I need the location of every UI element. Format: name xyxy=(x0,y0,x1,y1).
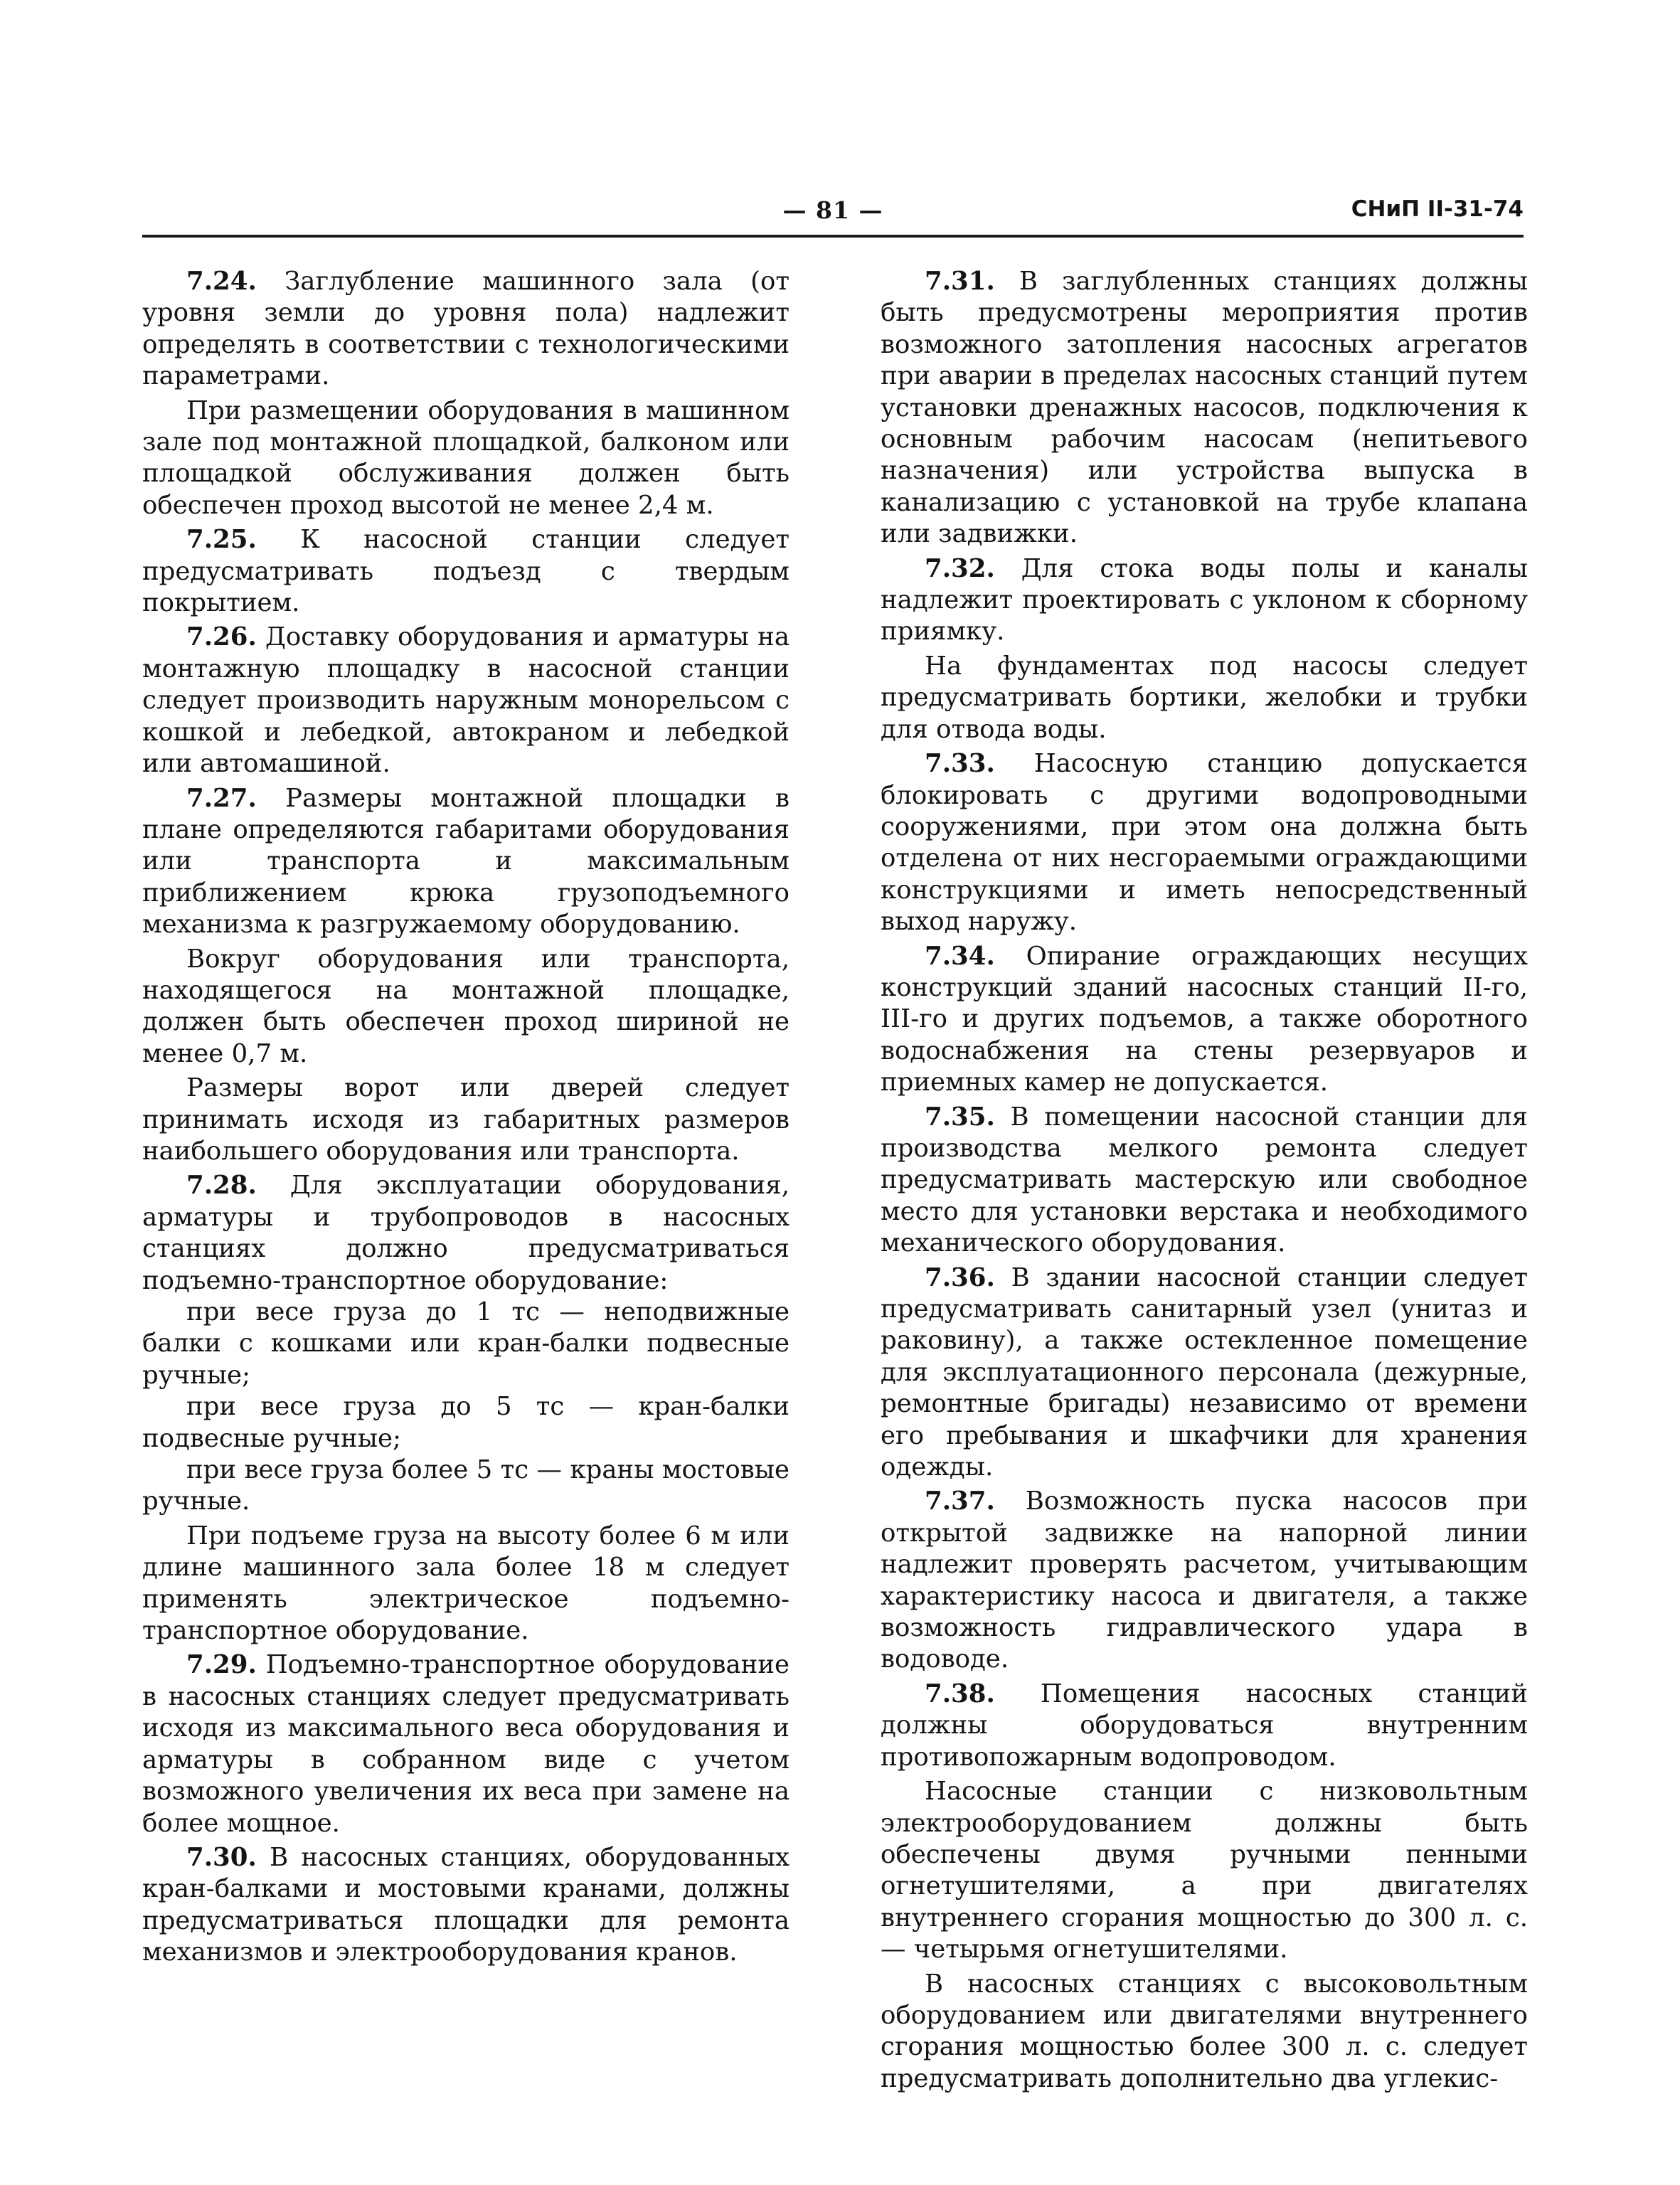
paragraph xyxy=(142,395,790,522)
list-item xyxy=(142,1391,790,1455)
paragraph xyxy=(142,622,790,780)
clause-number: 7.25. xyxy=(186,525,257,555)
clause-number: 7.27. xyxy=(186,783,257,813)
paragraph-text: при весе груза более 5 тс — краны мостовые ручные. xyxy=(142,1455,790,1516)
paragraph-text: В помещении насосной станции для производства мелкого ремонта следует предусматривать мастерскую или свободное место для установки верстака и необходимого механического оборудования. xyxy=(881,1102,1528,1258)
clause-number: 7.34. xyxy=(925,941,995,971)
paragraph-text: Доставку оборудования и арматуры на монтажную площадку в насосной станции следует производить наружным монорельсом с кошкой и лебедкой, автокраном и лебедкой или автомашиной. xyxy=(142,622,790,779)
paragraph-text: В заглубленных станциях должны быть предусмотрены мероприятия против возможного затопления насосных агрегатов при аварии в пределах насосных станций путем установки дренажных насосов, подключения к основным рабочим насосам (непитьевого назначения) или устройства выпуска в канализацию с установкой на трубе клапана или задвижки. xyxy=(881,267,1528,549)
paragraph-text: Для эксплуатации оборудования, арматуры и трубопроводов в насосных станциях должно предусматриваться подъемно-транспортное оборудование: xyxy=(142,1171,790,1295)
clause-number: 7.26. xyxy=(186,622,257,652)
paragraph xyxy=(142,1073,790,1167)
paragraph-text: В здании насосной станции следует предусматривать санитарный узел (унитаз и раковину), а также остекленное помещение для эксплуатационного персонала (дежурные, ремонтные бригады) независимо от времени его пребывания и шкафчики для хранения одежды. xyxy=(881,1262,1528,1482)
paragraph-text: Вокруг оборудования или транспорта, находящегося на монтажной площадке, должен быть обеспечен проход шириной не менее 0,7 м. xyxy=(142,944,790,1068)
clause-number: 7.29. xyxy=(186,1650,257,1680)
right-column xyxy=(881,266,1528,2098)
paragraph-text: Размеры ворот или дверей следует принимать исходя из габаритных размеров наибольшего оборудования или транспорта. xyxy=(142,1073,790,1166)
paragraph-text: при весе груза до 5 тс — кран-балки подвесные ручные; xyxy=(142,1392,790,1453)
paragraph-text: К насосной станции следует предусматривать подъезд с твердым покрытием. xyxy=(142,525,790,618)
paragraph xyxy=(142,524,790,619)
paragraph-text: Помещения насосных станций должны оборудоваться внутренним противопожарным водопроводом. xyxy=(881,1679,1528,1772)
paragraph xyxy=(881,1679,1528,1773)
page-header xyxy=(142,191,1524,233)
left-column xyxy=(142,266,790,1972)
paragraph xyxy=(142,1842,790,1969)
clause-number: 7.33. xyxy=(925,749,995,779)
clause-number: 7.37. xyxy=(925,1487,995,1516)
paragraph xyxy=(142,944,790,1070)
paragraph-text: Насосные станции с низковольтным электрооборудованием должны быть обеспечены двумя ручными пенными огнетушителями, а при двигателях внутреннего сгорания мощностью до 300 л. с. — четырьмя огнетушителями. xyxy=(881,1777,1528,1965)
paragraph xyxy=(142,783,790,941)
paragraph xyxy=(881,1776,1528,1965)
list-item xyxy=(142,1455,790,1518)
page-number: — 81 — xyxy=(782,196,883,224)
clause-number: 7.30. xyxy=(186,1842,257,1872)
paragraph xyxy=(881,553,1528,648)
paragraph-text: В насосных станциях с высоковольтным оборудованием или двигателями внутреннего сгорания мощностью более 300 л. с. следует предусматривать дополнительно два углекис- xyxy=(881,1969,1528,2093)
paragraph-text: Опирание ограждающих несущих конструкций зданий насосных станций II-го, III-го и других подъемов, а также оборотного водоснабжения на стены резервуаров и приемных камер не допускается. xyxy=(881,941,1528,1097)
clause-number: 7.32. xyxy=(925,553,995,583)
paragraph-text: Для стока воды полы и каналы надлежит проектировать с уклоном к сборному приямку. xyxy=(881,553,1528,647)
paragraph-text: Подъемно-транспортное оборудование в насосных станциях следует предусматривать исходя из максимального веса оборудования и арматуры в собранном виде с учетом возможного увеличения их веса при замене на более мощное. xyxy=(142,1650,790,1838)
paragraph-text: При размещении оборудования в машинном зале под монтажной площадкой, балконом или площадкой обслуживания должен быть обеспечен проход высотой не менее 2,4 м. xyxy=(142,395,790,520)
list-item xyxy=(142,1297,790,1391)
paragraph xyxy=(881,748,1528,937)
paragraph xyxy=(142,266,790,393)
paragraph xyxy=(142,1521,790,1647)
clause-number: 7.31. xyxy=(925,267,995,296)
paragraph xyxy=(881,1969,1528,2095)
paragraph-text: На фундаментах под насосы следует предусматривать бортики, желобки и трубки для отвода воды. xyxy=(881,651,1528,744)
document-code: СНиП II-31-74 xyxy=(1351,196,1524,222)
clause-number: 7.38. xyxy=(925,1679,995,1708)
clause-number: 7.24. xyxy=(186,267,257,296)
paragraph xyxy=(142,1649,790,1839)
paragraph-text: При подъеме груза на высоту более 6 м или длине машинного зала более 18 м следует применять электрическое подъемно-транспортное оборудование. xyxy=(142,1521,790,1646)
header-rule xyxy=(142,235,1524,238)
paragraph xyxy=(142,1170,790,1297)
paragraph xyxy=(881,941,1528,1099)
clause-number: 7.36. xyxy=(925,1262,995,1292)
paragraph-text: при весе груза до 1 тс — неподвижные балки с кошками или кран-балки подвесные ручные; xyxy=(142,1297,790,1390)
paragraph-text: Размеры монтажной площадки в плане определяются габаритами оборудования или транспорта и максимальным приближением крюка грузоподъемного механизма к разгружаемому оборудованию. xyxy=(142,783,790,940)
paragraph xyxy=(881,1486,1528,1675)
paragraph xyxy=(881,1262,1528,1484)
clause-number: 7.28. xyxy=(186,1171,257,1201)
clause-number: 7.35. xyxy=(925,1102,995,1132)
paragraph xyxy=(881,266,1528,551)
paragraph-text: Насосную станцию допускается блокировать с другими водопроводными сооружениями, при этом она должна быть отделена от них несгораемыми ограждающими конструкциями и иметь непосредственный выход наружу. xyxy=(881,749,1528,937)
paragraph-text: Возможность пуска насосов при открытой задвижке на напорной линии надлежит проверять расчетом, учитывающим характеристику насоса и двигателя, а также возможность гидравлического удара в водоводе. xyxy=(881,1487,1528,1674)
paragraph xyxy=(881,651,1528,745)
paragraph-text: Заглубление машинного зала (от уровня земли до уровня пола) надлежит определять в соответствии с технологическими параметрами. xyxy=(142,267,790,391)
paragraph xyxy=(881,1102,1528,1260)
paragraph-text: В насосных станциях, оборудованных кран-балками и мостовыми кранами, должны предусматриваться площадки для ремонта механизмов и электрооборудования кранов. xyxy=(142,1842,790,1967)
